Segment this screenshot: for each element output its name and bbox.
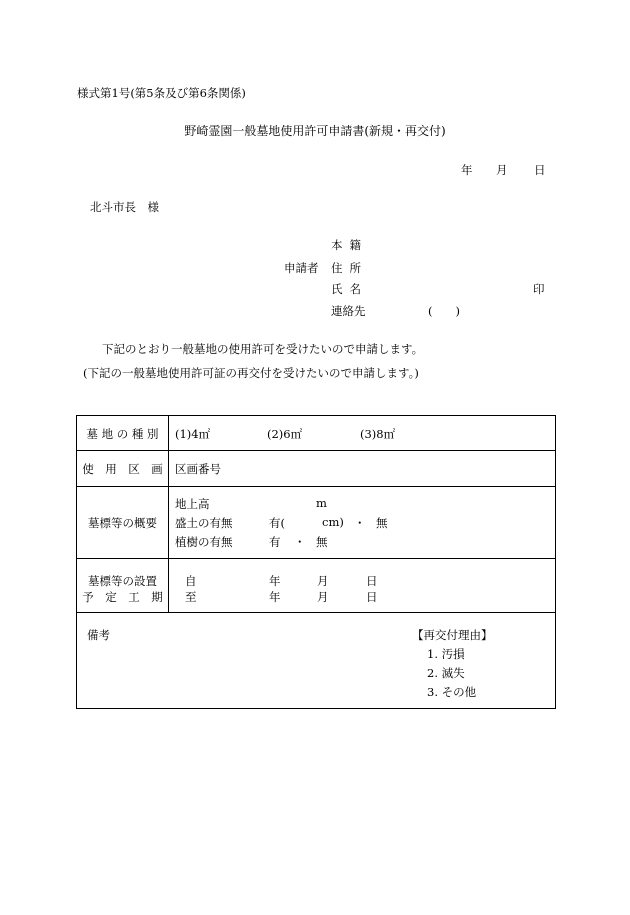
overview-header: 墓標等の概要 <box>88 516 157 530</box>
schedule-from-day: 日 <box>366 574 378 588</box>
grave-type-option-1: (1)4㎡ <box>175 427 211 441</box>
application-statement: 下記のとおり一般墓地の使用許可を受けたいので申請します。 <box>102 342 424 356</box>
schedule-from-month: 月 <box>317 574 329 588</box>
reissue-reason-2: 2. 滅失 <box>427 666 465 680</box>
trees-yes: 有 <box>269 535 281 549</box>
contact-parentheses: ( ) <box>428 304 460 318</box>
name-field-label: 氏名 <box>331 282 368 296</box>
schedule-header-line1: 墓標等の設置 <box>88 574 157 588</box>
schedule-row <box>77 559 555 613</box>
schedule-to-year: 年 <box>269 590 281 604</box>
applicant-label: 申請者 <box>284 261 319 275</box>
schedule-to-label: 至 <box>185 590 197 604</box>
section-row <box>77 451 555 487</box>
height-unit: m <box>316 496 327 510</box>
date-month-label: 月 <box>496 163 508 177</box>
mound-yes: 有( <box>269 516 285 530</box>
trees-label: 植樹の有無 <box>175 535 233 549</box>
schedule-header-line2: 予 定 工 期 <box>82 590 163 604</box>
application-table <box>76 415 556 709</box>
reissue-statement: (下記の一般墓地使用許可証の再交付を受けたいので申請します。) <box>83 366 419 380</box>
form-number: 様式第1号(第5条及び第6条関係) <box>77 86 246 100</box>
grave-type-row <box>77 416 555 451</box>
grave-type-header: 墓 地 の 種 別 <box>86 427 159 441</box>
section-number-label: 区画番号 <box>175 462 221 476</box>
date-day-label: 日 <box>534 163 546 177</box>
domicile-field-label: 本籍 <box>331 238 368 252</box>
overview-row <box>77 487 555 559</box>
date-year-label: 年 <box>461 163 473 177</box>
mound-label: 盛土の有無 <box>175 516 233 530</box>
reissue-reason-3: 3. その他 <box>427 685 477 699</box>
schedule-from-year: 年 <box>269 574 281 588</box>
address-field-label: 住所 <box>331 261 368 275</box>
mound-no: 無 <box>376 516 388 530</box>
schedule-to-month: 月 <box>317 590 329 604</box>
trees-no: 無 <box>316 535 328 549</box>
section-header: 使 用 区 画 <box>82 462 163 476</box>
seal-mark: 印 <box>533 282 545 296</box>
schedule-to-day: 日 <box>366 590 378 604</box>
trees-separator: ・ <box>294 535 306 549</box>
schedule-from-label: 自 <box>185 574 197 588</box>
grave-type-option-2: (2)6㎡ <box>267 427 303 441</box>
mound-cm: cm) <box>322 515 344 529</box>
remarks-label: 備考 <box>87 628 110 642</box>
document-title: 野崎霊園一般墓地使用許可申請書(新規・再交付) <box>184 124 446 138</box>
contact-field-label: 連絡先 <box>331 304 366 318</box>
height-label: 地上高 <box>175 497 210 511</box>
grave-type-option-3: (3)8㎡ <box>360 427 396 441</box>
mound-separator: ・ <box>354 516 366 530</box>
reissue-reason-title: 【再交付理由】 <box>412 628 493 642</box>
reissue-reason-1: 1. 汚損 <box>427 647 465 661</box>
addressee: 北斗市長 様 <box>90 200 159 214</box>
